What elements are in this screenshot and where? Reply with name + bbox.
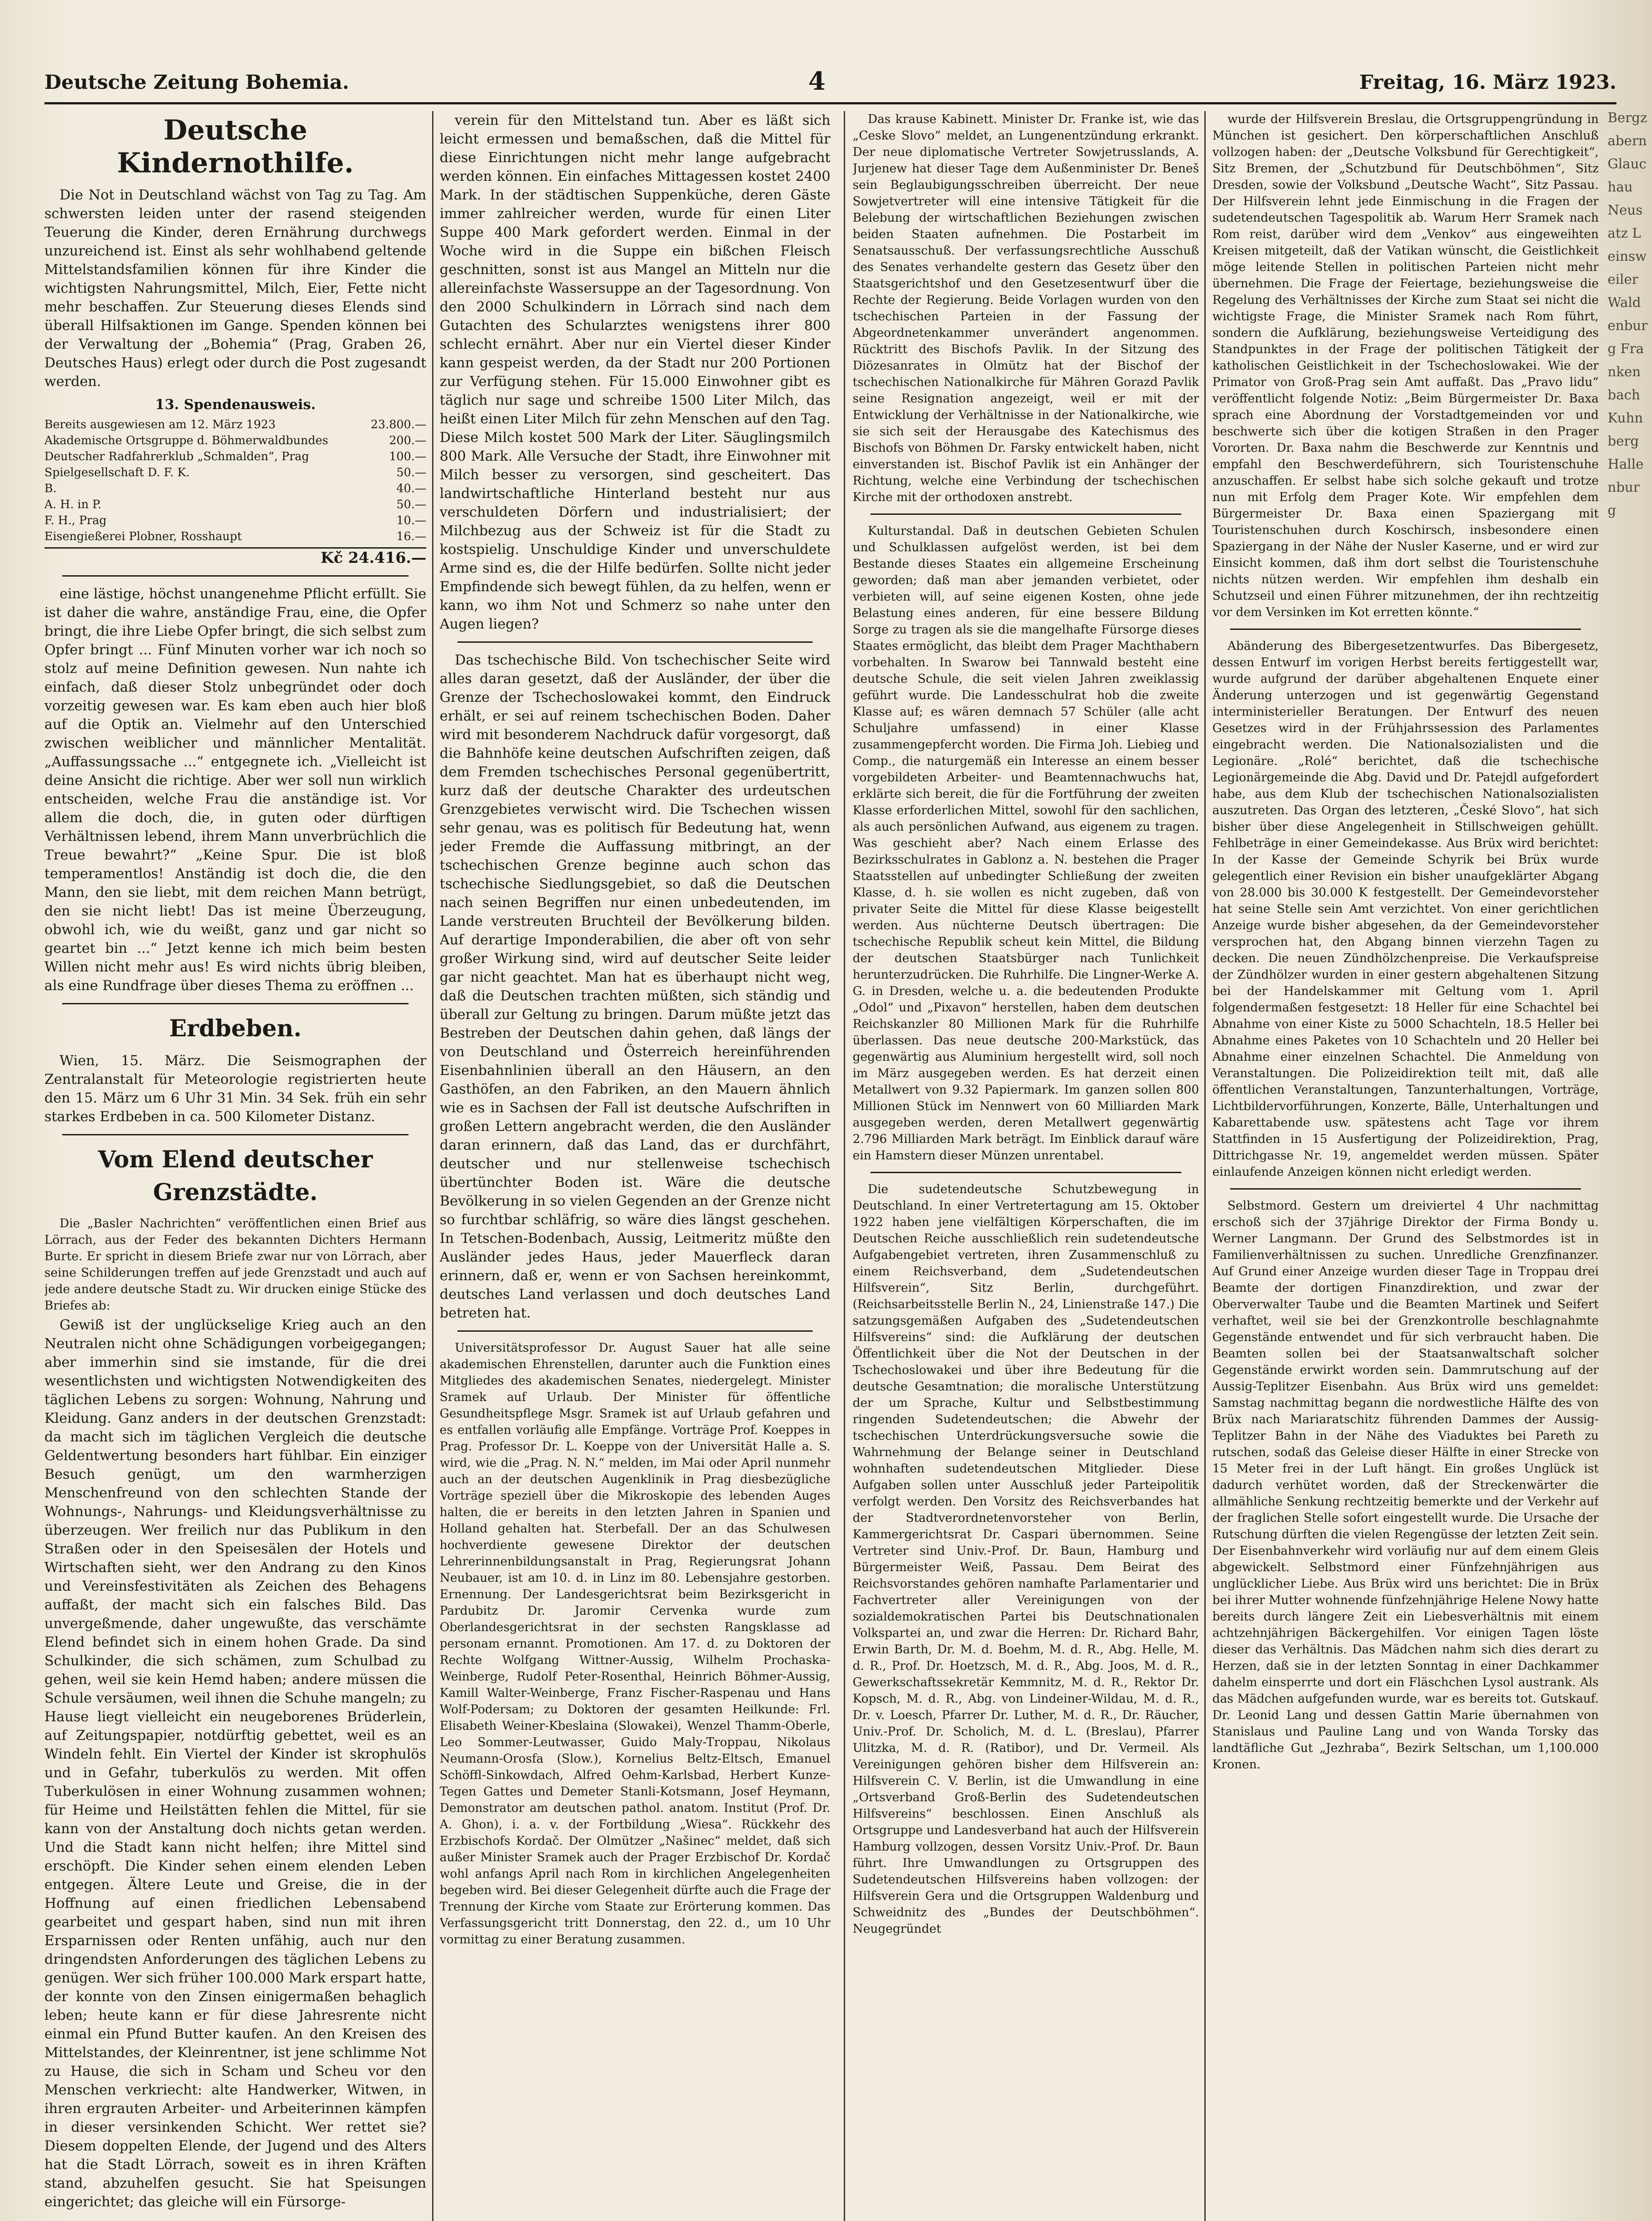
spenden-row: Bereits ausgewiesen am 12. März 1923 23.800.— bbox=[44, 418, 426, 431]
spenden-total: Kč 24.416.— bbox=[44, 547, 426, 567]
newspaper-name: Deutsche Zeitung Bohemia. bbox=[44, 71, 349, 94]
column-rule bbox=[1204, 111, 1206, 2221]
column-2 bbox=[440, 111, 830, 2221]
news-briefs-col2: Universitätsprofessor Dr. August Sauer hat alle seine akademischen Ehrenstellen, darunter auch die Funktion eines Mitgliedes des akademischen Senates, niedergelegt. Minister Sramek auf Urlaub. Der Minister für öffentliche Gesundheitspflege Msgr. Sramek ist auf Urlaub gefahren und es entfallen vorläufig alle Empfänge. Vorträge Prof. Koeppes in Prag. Professor Dr. L. Koeppe von der Universität Halle a. S. wird, wie die „Prag. N. N.“ melden, im Mai oder April nunmehr auch an der deutschen Augenklinik in Prag diesbezügliche Vorträge speziell über die Mikroskopie des lebenden Auges halten, die er bereits in den letzten Jahren in Spanien und Holland gehalten hat. Sterbefall. Der an das Schulwesen hochverdiente gewesene Direktor der deutschen Lehrerinnenbildungsanstalt in Prag, Regierungsrat Johann Neubauer, ist am 10. d. in Linz im 80. Lebensjahre gestorben. Ernennung. Der Landesgerichtsrat beim Bezirksgericht in Pardubitz Dr. Jaromir Cervenka wurde zum Oberlandesgerichtsrat in der sechsten Rangsklasse ad personam ernannt. Promotionen. Am 17. d. zu Doktoren der Rechte Wolfgang Wittner-Aussig, Wilhelm Prochaska-Weinberge, Rudolf Peter-Rosenthal, Heinrich Böhmer-Aussig, Kamill Walter-Weinberge, Franz Fischer-Raspenau und Hans Wolf-Podersam; zu Doktoren der gesamten Heilkunde: Frl. Elisabeth Weiner-Kbeslaina (Slowakei), Wenzel Thamm-Oberle, Leo Sommer-Leutwasser, Guido Maly-Troppau, Nikolaus Neumann-Orosfa (Slow.), Kornelius Beltz-Eltsch, Emanuel Schöffl-Sinkowdach, Alfred Oehm-Karlsbad, Herbert Kunze-Tegen Gattes und Demeter Stanli-Kotsmann, Josef Heymann, Demonstrator am deutschen pathol. anatom. Institut (Prof. Dr. A. Ghon), i. a. v. der Fortbildung „Wiesa“. Rückkehr des Erzbischofs Kordač. Der Olmützer „Našinec“ meldet, daß sich außer Minister Sramek auch der Prager Erzbischof Dr. Kordač wohl anfangs April nach Rom in kirchlichen Angelegenheiten begeben wird. Bei dieser Gelegenheit dürfte auch die Frage der Trennung der Kirche vom Staate zur Erörterung kommen. Das Verfassungsgericht tritt Donnerstag, den 22. d., um 10 Uhr vormittag zu einer Beratung zusammen. bbox=[440, 1341, 830, 1946]
spenden-list bbox=[44, 417, 426, 545]
divider bbox=[1230, 629, 1581, 630]
news-briefs-col3b: Kulturstandal. Daß in deutschen Gebieten Schulen und Schulklassen aufgelöst werden, ist bei dem Bestande dieses Staates ein allgemeine Erscheinung geworden; daß man aber jemanden verbietet, oder verbieten will, auf seine eigenen Kosten, ohne jede Belastung eines anderen, für eine bessere Bildung Sorge zu tragen als sie die mangelhafte Fürsorge dieses Staates ermöglicht, das bleibt dem Prager Machthabern vorbehalten. In Swarow bei Tannwald besteht eine deutsche Schule, die seit vielen Jahren zweiklassig geführt wurde. Die Landesschulrat hob die zweite Klasse auf; es wären demnach 57 Schüler (alle acht Schuljahre umfassend) in einer Klasse zusammengepfercht worden. Die Firma Joh. Liebieg und Comp., die naturgemäß ein Interesse an einem besser vorgebildeten Arbeiter- und Beamtennachwuchs hat, erklärte sich bereit, die für die Fortführung der zweiten Klasse erforderlichen Mittel, sowohl für den sachlichen, als auch persönlichen Aufwand, aus eigenem zu tragen. Was geschieht aber? Nach einem Erlasse des Bezirksschulrates in Gablonz a. N. bestehen die Prager Staatsstellen auf unbedingter Schließung der zweiten Klasse, d. h. sie wollen es nicht zugeben, daß von privater Seite die Mittel für diese Klasse beigestellt werden. Aus nüchterne Deutsch übertragen: Die tschechische Republik scheut kein Mittel, die Bildung der deutschen Staatsbürger nach Tunlichkeit herunterzudrücken. Die Ruhrhilfe. Die Lingner-Werke A. G. in Dresden, welche u. a. die bedeutenden Produkte „Odol“ und „Pixavon“ herstellen, haben dem deutschen Reichskanzler 80 Millionen Mark für die Ruhrhilfe überlassen. Das neue deutsche 200-Markstück, das gegenwärtig aus Aluminium hergestellt wird, soll noch im März ausgegeben werden. Es hat derzeit einen Metallwert von 9.32 Papiermark. Im ganzen sollen 800 Millionen Stück im Nennwert von 60 Milliarden Mark ausgegeben werden, deren Metallwert gegenwärtig 2.796 Milliarden Mark beträgt. Im Einblick darauf wäre ein Hamstern dieser Münzen unrentabel. bbox=[853, 524, 1199, 1162]
column-4 bbox=[1212, 111, 1599, 2221]
erdbeben-text: Wien, 15. März. Die Seismographen der Zentralanstalt für Meteorologie registrierten heute den 15. März um 6 Uhr 31 Min. 34 Sek. früh ein sehr starkes Erdbeben in ca. 500 Kilometer Distanz. bbox=[44, 1053, 426, 1125]
grenzstaedte-body: Gewiß ist der unglückselige Krieg auch an den Neutralen nicht ohne Schädigungen vorbeigegangen; aber immerhin sind sie imstande, für die drei wesentlichsten und wichtigsten Notwendigkeiten des täglichen Lebens zu sorgen: Wohnung, Nahrung und Kleidung. Ganz anders in der deutschen Grenzstadt: da macht sich im täglichen Vergleich die deutsche Geldentwertung besonders hart fühlbar. Ein einziger Besuch genügt, um den warmherzigen Menschenfreund von den schlechten Stande der Wohnungs-, Nahrungs- und Kleidungsverhältnisse zu überzeugen. Wer freilich nur das Publikum in den Straßen oder in den Speisesälen der Hotels und Wirtschaften sieht, wer den Andrang zu den Kinos und Vereinsfestivitäten als Zeichen des Behagens auffaßt, der macht sich ein falsches Bild. Das unvergeßmende, daher ungewußte, das verschämte Elend befindet sich in einem hohen Grade. Da sind Schulkinder, die sich schämen, zum Schulbad zu gehen, weil sie kein Hemd haben; andere müssen die Schule versäumen, weil ihnen die Schuhe mangeln; zu Hause liegt vielleicht ein neugeborenes Brüderlein, auf Zeitungspapier, notdürftig gebettet, weil es an Windeln fehlt. Ein Viertel der Kinder ist skrophulös und in Gefahr, tuberkulös zu werden. Mit offen Tuberkulösen in einer Wohnung zusammen wohnen; für Heime und Heilstätten fehlen die Mittel, für sie kann von der Anstaltung doch nichts getan werden. Und die Stadt kann nicht helfen; ihre Mittel sind erschöpft. Die Kinder sehen einem elenden Leben entgegen. Ältere Leute und Greise, die in der Hoffnung auf einen friedlichen Lebensabend gearbeitet und gespart haben, sind nun mit ihren Ersparnissen oder Renten unfähig, auch nur den dringendsten Anforderungen des täglichen Lebens zu genügen. Wer sich früher 100.000 Mark erspart hatte, der konnte von den Zinsen einigermaßen behaglich leben; heute kann er für diese Jahresrente nicht einmal ein Pfund Butter kaufen. An den Kreisen des Mittelstandes, der Kleinrentner, ist jene schlimme Not zu Hause, die sich in Scham und Scheu vor den Menschen verkriecht: alte Handwerker, Witwen, in ihren ergrauten Arbeiter- und Arbeiterinnen kämpfen in dieser versinkenden Schicht. Wer rettet sie? Diesem doppelten Elende, der Jugend und des Alters hat die Stadt Lörrach, soweit es in ihren Kräften stand, abzuhelfen gesucht. Sie hat Speisungen eingerichtet; das gleiche will ein Fürsorge- bbox=[44, 1317, 426, 2210]
kindernothilfe-intro: Die Not in Deutschland wächst von Tag zu Tag. Am schwersten leiden unter der rasend steigenden Teuerung die Kinder, deren Ernährung durchwegs unzureichend ist. Einst als sehr wohlhabend geltende Mittelstandsfamilien können für ihre Kinder die wichtigsten Nahrungsmittel, Milch, Eier, Fette nicht mehr beschaffen. Zur Steuerung dieses Elends sind überall Hilfsaktionen im Gange. Spenden können bei der Verwaltung der „Bohemia“ (Prag, Graben 26, Deutsches Haus) erlegt oder durch die Post zugesandt werden. bbox=[44, 187, 426, 390]
issue-date: Freitag, 16. März 1923. bbox=[1359, 71, 1616, 94]
feuilleton-text: eine lästige, höchst unangenehme Pflicht erfüllt. Sie ist daher die wahre, anständige Frau, eine, die Opfer bringt, die ihre Liebe Opfer bringt, die sich selbst zum Opfer bringt ... Fünf Minuten vorher war ich noch so stolz auf meine Definition gewesen. Nun nahte ich einfach, daß dieser Stolz unbegründet oder doch vorzeitig gewesen war. Es kam eben auch hier bloß auf die Optik an. Vielmehr auf den Unterschied zwischen weiblicher und männlicher Mentalität. „Auffassungssache ...“ entgegnete ich. „Vielleicht ist deine Ansicht die richtige. Aber wer soll nun wirklich entscheiden, welche Frau die anständige ist. Vor allem die doch, die, in guten oder dürftigen Verhältnissen lebend, ihrem Mann unverbrüchlich die Treue bewahrt?“ „Keine Spur. Die ist bloß temperamentlos! Anständig ist doch die, die den Mann, den sie liebt, mit dem reichen Mann betrügt, den sie nicht liebt! Das ist meine Überzeugung, obwohl ich, wie du weißt, ganz und gar nicht so geartet bin ...“ Jetzt kenne ich mich beim besten Willen nicht mehr aus! Es wird nichts übrig bleiben, als eine Rundfrage über dieses Thema zu eröffnen ... bbox=[44, 586, 426, 994]
divider bbox=[870, 1172, 1181, 1173]
schutzbewegung-text: Die sudetendeutsche Schutzbewegung in Deutschland. In einer Vertretertagung am 15. Oktober 1922 haben jene vielfältigen Körperschaften, die im Deutschen Reiche ausschließlich rein sudetendeutsche Aufgabengebiet vertreten, ihren Zusammenschluß zu einem Reichsverband, dem „Sudetendeutschen Hilfsverein“, Sitz Berlin, durchgeführt. (Reichsarbeitsstelle Berlin N., 24, Linienstraße 147.) Die satzungsgemäßen Aufgaben des „Sudetendeutschen Hilfsvereins“ sind: die Aufklärung der deutschen Öffentlichkeit über die Not der Deutschen in der Tschechoslowakei und über ihre Bedeutung für die deutsche Gesamtnation; die moralische Unterstützung der um Sprache, Kultur und Selbstbestimmung ringenden Sudetendeutschen; die Abwehr der tschechischen Unterdrückungsversuche sowie die Wahrnehmung der Belange seiner in Deutschland wohnhaften sudetendeutschen Mitglieder. Diese Aufgaben sollen unter Ausschluß jeder Parteipolitik verfolgt werden. Den Vorsitz des Reichsverbandes hat der Stadtverordnetenvorsteher von Berlin, Kammergerichtsrat Dr. Caspari übernommen. Seine Vertreter sind Univ.-Prof. Dr. Baun, Hamburg und Bürgermeister Weiß, Passau. Dem Beirat des Reichsvorstandes gehören namhafte Parlamentarier und Fachvertreter aller Vereinigungen von der sozialdemokratischen Partei bis Deutschnationalen Volkspartei an, und zwar die Herren: Dr. Richard Bahr, Erwin Barth, Dr. M. d. Boehm, M. d. R., Abg. Helle, M. d. R., Prof. Dr. Hoetzsch, M. d. R., Abg. Joos, M. d. R., Gewerkschaftssekretär Kemmnitz, M. d. R., Rektor Dr. Kopsch, M. d. R., Abg. von Lindeiner-Wildau, M. d. R., Dr. v. Loesch, Pfarrer Dr. Luther, M. d. R., Dr. Räucher, Univ.-Prof. Dr. Scholich, M. d. L. (Breslau), Pfarrer Ulitzka, M. d. R. (Ratibor), und Dr. Vermeil. Als Vereinigungen gehören bisher dem Hilfsverein an: Hilfsverein C. V. Berlin, ist die Umwandlung in eine „Ortsverband Groß-Berlin des Sudetendeutschen Hilfsvereins“ beschlossen. Einen Anschluß als Ortsgruppe und Landesverband hat auch der Hilfsverein Hamburg vollzogen, dessen Vorsitz Univ.-Prof. Dr. Baun führt. Ihre Umwandlungen zu Ortsgruppen des Sudetendeutschen Hilfsvereins haben vollzogen: der Hilfsverein Gera und die Ortsgruppen Waldenburg und Schweidnitz des „Bundes der Deutschböhmen“. Neugegründet bbox=[853, 1182, 1199, 1936]
divider bbox=[1230, 1188, 1581, 1190]
column-1 bbox=[44, 111, 426, 2221]
spenden-row: Akademische Ortsgruppe d. Böhmerwaldbundes 200.— bbox=[44, 434, 426, 447]
spenden-row: Spielgesellschaft D. F. K. 50.— bbox=[44, 466, 426, 479]
page-header bbox=[44, 67, 1616, 104]
headline-grenzstaedte: Vom Elend deutscher Grenzstädte. bbox=[98, 1146, 373, 1206]
news-briefs-col4b: Abänderung des Bibergesetzentwurfes. Das Bibergesetz, dessen Entwurf im vorigen Herbst bereits fertiggestellt war, wurde aufgrund der darüber abgehaltenen Enquete einer Änderung unterzogen und ist gegenwärtig Gegenstand interministerieller Beratungen. Der Entwurf des neuen Gesetzes wird in der Frühjahrssession des Parlamentes eingebracht werden. Die Nationalsozialisten und die Legionäre. „Rolé“ berichtet, daß die tschechische Legionärgemeinde die Abg. David und Dr. Patejdl aufgefordert habe, aus dem Klub der tschechischen Nationalsozialisten auszutreten. Das Organ des letzteren, „České Slovo“, hat sich bisher über diese Angelegenheit in Stillschweigen gehüllt. Fehlbeträge in einer Gemeindekasse. Aus Brüx wird berichtet: In der Kasse der Gemeinde Schyrik bei Brüx wurde gelegentlich einer Revision ein bisher unaufgeklärter Abgang von 28.000 bis 30.000 K festgestellt. Der Gemeindevorsteher hat seine Stelle sein Amt verzichtet. Von einer gerichtlichen Anzeige wurde bisher abgesehen, da der Gemeindevorsteher versprochen hat, den Abgang binnen vierzehn Tagen zu decken. Die neuen Zündhölzchenpreise. Die Verkaufspreise der Zündhölzer wurden in einer gestern abgehaltenen Sitzung bei der Handelskammer mit Geltung vom 1. April folgendermaßen festgesetzt: 18 Heller für eine Schachtel bei Abnahme von einer Kiste zu 5000 Schachteln, 18.5 Heller bei Abnahme eines Paketes von 10 Schachteln und 20 Heller bei Abnahme einer einzelnen Schachtel. Die Anmeldung von Veranstaltungen. Die Polizeidirektion teilt mit, daß alle öffentlichen Veranstaltungen, Tanzunterhaltungen, Vorträge, Lichtbildervorführungen, Konzerte, Bälle, Unterhaltungen und Kabarettabende usw. spätestens acht Tage vor ihrem Stattfinden in 15 Ausfertigung der Polizeidirektion, Prag, Dittrichgasse Nr. 19, angemeldet werden müssen. Später einlaufende Anzeigen können nicht erledigt werden. bbox=[1212, 639, 1599, 1179]
spenden-row: B. 40.— bbox=[44, 482, 426, 495]
news-briefs-col4c: Selbstmord. Gestern um dreiviertel 4 Uhr nachmittag erschoß sich der 37jährige Direktor der Firma Bondy u. Werner Langmann. Der Grund des Selbstmordes ist in Familienverhältnissen zu suchen. Unredliche Grenzfinanzer. Auf Grund einer Anzeige wurden dieser Tage in Troppau drei Beamte der dortigen Finanzdirektion, und zwar der Oberverwalter Taube und die Beamten Martinek und Seifert verhaftet, weil sie bei der Grenzkontrolle beschlagnahmte Gegenstände entwendet und für sich verbraucht haben. Die Beamten sollen bei der Staatsanwaltschaft solcher Gegenstände erwirkt worden sein. Dammrutschung auf der Aussig-Teplitzer Eisenbahn. Aus Brüx wird uns gemeldet: Samstag nachmittag begann die nordwestliche Hälfte des von Brüx nach Mariaratschitz führenden Dammes der Aussig-Teplitzer Bahn in der Nähe des Viaduktes bei Pareth zu rutschen, sodaß das Geleise dieser Hälfte in einer Strecke von 15 Meter frei in der Luft hängt. Ein großes Unglück ist dadurch verhütet worden, daß der Streckenwärter die allmähliche Senkung rechtzeitig bemerkte und der Verkehr auf der fraglichen Stelle sofort eingestellt wurde. Die Ursache der Rutschung dürften die vielen Regengüsse der letzten Zeit sein. Der Eisenbahnverkehr wird vorläufig nur auf dem einem Gleis abgewickelt. Selbstmord einer Fünfzehnjährigen aus unglücklicher Liebe. Aus Brüx wird uns berichtet: Die in Brüx bei ihrer Mutter wohnende fünfzehnjährige Helene Nowy hatte bereits durch längere Zeit ein Liebesverhältnis mit einem achtzehnjährigen Bäckergehilfen. Vor einigen Tagen löste dieser das Verhältnis. Das Mädchen nahm sich dies derart zu Herzen, daß sie in der letzten Sonntag in einer Dachkammer dahelm einsperrte und dort ein Fläschchen Lysol austrank. Als das Mädchen aufgefunden wurde, war es bereits tot. Gutskauf. Dr. Leonid Lang und dessen Gattin Marie übernahmen von Stanislaus und Pauline Lang und von Wanda Torsky das landtäfliche Gut „Jezhraba“, Bezirk Seltschan, um 1,100.000 Kronen. bbox=[1212, 1199, 1599, 1771]
spenden-title: 13. Spendenausweis. bbox=[155, 397, 316, 413]
spenden-row: Deutscher Radfahrerklub „Schmalden“, Prag 100.— bbox=[44, 450, 426, 463]
news-briefs-col4a: wurde der Hilfsverein Breslau, die Ortsgruppengründung in München ist gesichert. Den körperschaftlichen Anschluß vollzogen haben: der „Deutsche Volksbund für Gerechtigkeit“, Sitz Bremen, der „Schutzbund für Deutschböhmen“, Sitz Dresden, sowie der Volksbund „Deutsche Wacht“, Sitz Passau. Der Hilfsverein lehnt jede Einmischung in die Fragen der sudetendeutschen Tagespolitik ab. Warum Herr Sramek nach Rom reist, darüber wird dem „Venkov“ aus eingeweihten Kreisen mitgeteilt, daß der Vatikan wünscht, die Geistlichkeit möge leitende Stellen in politischen Parteien nicht mehr übernehmen. Die Frage der Feiertage, beziehungsweise die Regelung des Verhältnisses der Kirche zum Staat sei nicht die wichtigste Frage, die Minister Sramek nach Rom führt, sondern die Aufklärung, beziehungsweise Verteidigung des Standpunktes in der Frage der politischen Tätigkeit der katholischen Geistlichkeit in der Tschechoslowakei. Wie der Primator von Groß-Prag sein Amt auffaßt. Das „Pravo lidu“ veröffentlicht folgende Notiz: „Beim Bürgermeister Dr. Baxa sprach eine Abordnung der Vorstadtgemeinden vor und beschwerte sich über die kotigen Straßen in den Prager Vororten. Dr. Baxa nahm die Beschwerde zur Kenntnis und empfahl den Beschwerdeführern, sich Touristenschuhe anzuschaffen. Er selbst habe sich solche gekauft und trotze nun mit Erfolg dem Prager Kote. Wir empfehlen dem Bürgermeister Dr. Baxa einen Spaziergang mit Touristenschuhen durch Koschirsch, insbesondere einen Spaziergang in der Nähe der Nusler Kaserne, und er wird zur Einsicht kommen, daß ihm dort selbst die Touristenschuhe nichts nützen werden. Wir empfehlen ihm deshalb ein Schutzseil und einen Führer mitzunehmen, der ihn rechtzeitig vor dem Versinken im Kot erretten könnte.“ bbox=[1212, 112, 1599, 619]
tschechisches-bild-text: Das tschechische Bild. Von tschechischer Seite wird alles daran gesetzt, daß der Ausländer, der über die Grenze der Tschechoslowakei kommt, den Eindruck erhält, er sei auf reinem tschechischen Boden. Daher wird mit besonderem Nachdruck dafür vorgesorgt, daß die Bahnhöfe keine deutschen Aufschriften zeigen, daß dem Fremden tschechisches Personal gegenübertritt, kurz daß der deutsche Charakter des urdeutschen Grenzgebietes verwischt wird. Die Tschechen wissen sehr genau, was es politisch für Bedeutung hat, wenn jeder Fremde die Auffassung mitbringt, an der tschechischen Grenze beginne auch schon das tschechische Siedlungsgebiet, so daß die Deutschen nach seinen Begriffen nur einen unbedeutenden, im Lande verstreuten Bruchteil der Bevölkerung bilden. Auf derartige Imponderabilien, die aber oft von sehr großer Wirkung sind, wird auf deutscher Seite leider gar nicht geachtet. Man hat es überhaupt nicht weg, daß die Deutschen trachten müßten, sich ständig und überall zur Geltung zu bringen. Darum müßte jetzt das Bestreben der Deutschen dahin gehen, daß längs der von Deutschland und Österreich hereinführenden Eisenbahnlinien überall an den Häusern, an den Gasthöfen, an den Fabriken, an den Mauern ähnlich wie es in Sachsen der Fall ist deutsche Aufschriften in großen Lettern angebracht werden, die den Ausländer daran erinnern, daß das Land, das er durchfährt, deutscher und nur stellenweise tschechisch übertünchter Boden ist. Wäre die deutsche Bevölkerung in so vielen Gegenden an der Grenze nicht so furchtbar schläfrig, so wäre dies längst geschehen. In Tetschen-Bodenbach, Aussig, Leitmeritz müßte den Ausländer jedes Haus, jeder Mauerfleck daran erinnern, daß er, wenn er von Sachsen hereinkommt, deutsches Land verlassen und doch deutsches Land betreten hat. bbox=[440, 652, 830, 1321]
divider bbox=[870, 513, 1181, 515]
news-briefs-col3a: Das krause Kabinett. Minister Dr. Franke ist, wie das „Ceske Slovo“ meldet, an Lungenentzündung erkrankt. Der neue diplomatische Vertreter Sowjetrusslands, A. Jurjenew hat dieser Tage dem Außenminister Dr. Beneš sein Beglaubigungsschreiben überreicht. Der neue Sowjetvertreter will eine intensive Tätigkeit für die Belebung der wirtschaftlichen Beziehungen zwischen beiden Staaten aufnehmen. Die Postarbeit im Senatsausschuß. Der verfassungsrechtliche Ausschuß des Senates verhandelte gestern das Gesetz über den Staatsgerichtshof und den Gesetzesentwurf über die Rechte der Regierung. Beide Vorlagen wurden von den tschechischen Parteien in der Fassung der Abgeordnetenkammer unverändert angenommen. Rücktritt des Bischofs Pavlik. In der Sitzung des Diözesanrates in Olmütz hat der Bischof der tschechischen Nationalkirche für Mähren Gorazd Pavlik seine Resignation angezeigt, weil er mit der Entwicklung der Verhältnisse in der Nationalkirche, wie sie sich seit der Herausgabe des Katechismus des Bischofs von Böhmen Dr. Farsky entwickelt haben, nicht einverstanden ist. Bischof Pavlik ist ein Anhänger der Richtung, welche eine Verbindung der tschechischen Kirche mit der orthodoxen anstrebt. bbox=[853, 112, 1199, 504]
spenden-row: Eisengießerei Plobner, Rosshaupt 16.— bbox=[44, 530, 426, 543]
divider bbox=[62, 1134, 409, 1135]
headline-kindernothilfe: Deutsche Kindernothilfe. bbox=[117, 114, 354, 179]
spenden-row: A. H. in P. 50.— bbox=[44, 498, 426, 511]
divider bbox=[62, 575, 409, 577]
grenzstaedte-continued: verein für den Mittelstand tun. Aber es läßt sich leicht ermessen und bemaßschen, daß die Mittel für diese Einrichtungen nicht mehr lange aufgebracht werden können. Ein einfaches Mittagessen kostet 2400 Mark. In der städtischen Suppenküche, deren Gäste immer zahlreicher werden, wurde für einen Liter Suppe 400 Mark gefordert werden. Einmal in der Woche wird in die Suppe ein bißchen Fleisch geschnitten, sonst ist aus Mangel an Mitteln nur die allereinfachste Wassersuppe an der Tagesordnung. Von den 2000 Schulkindern in Lörrach sind nach dem Gutachten des Schularztes wenigstens ihrer 800 schlecht ernährt. Aber nur ein Viertel dieser Kinder kann gespeist werden, da der Stadt nur 200 Portionen zur Verfügung stehen. Für 15.000 Einwohner gibt es täglich nur sage und schreibe 1500 Liter Milch, das heißt einen Liter Milch für zehn Menschen auf den Tag. Diese Milch kostet 500 Mark der Liter. Säuglingsmilch 800 Mark. Alle Versuche der Stadt, ihre Einwohner mit Milch besser zu versorgen, sind gescheitert. Das landwirtschaftliche Hinterland besteht nur aus verschuldeten Dörfern und industrialisiert; der Milchbezug aus der Schweiz ist für die Stadt zu kostspielig. Unschuldige Kinder und unverschuldete Arme sind es, die der Hilfe bedürfen. Sollte nicht jeder Empfindende sich bewegt fühlen, da zu helfen, wenn er kann, wo ihm Not und Schmerz so nahe unter den Augen liegen? bbox=[440, 112, 830, 632]
divider bbox=[457, 1330, 813, 1332]
column-3 bbox=[853, 111, 1199, 2221]
headline-erdbeben: Erdbeben. bbox=[169, 1015, 302, 1042]
divider bbox=[62, 1003, 409, 1004]
adjacent-page-strip: Bergzabern Glauchau Neusatz Leinsweiler Waldenburg Frankenbach Kuhnberg Hallenburg bbox=[1608, 110, 1648, 518]
grenzstaedte-intro: Die „Basler Nachrichten“ veröffentlichen einen Brief aus Lörrach, aus der Feder des bekannten Dichters Hermann Burte. Er spricht in diesem Briefe zwar nur von Lörrach, aber seine Schilderungen treffen auf jede Grenzstadt und auch auf jede andere deutsche Stadt zu. Wir drucken einige Stücke des Briefes ab: bbox=[44, 1217, 426, 1313]
spenden-row: F. H., Prag 10.— bbox=[44, 514, 426, 527]
column-rule bbox=[432, 111, 433, 2221]
column-rule bbox=[844, 111, 845, 2221]
page-number: 4 bbox=[808, 67, 826, 96]
divider bbox=[457, 641, 813, 643]
